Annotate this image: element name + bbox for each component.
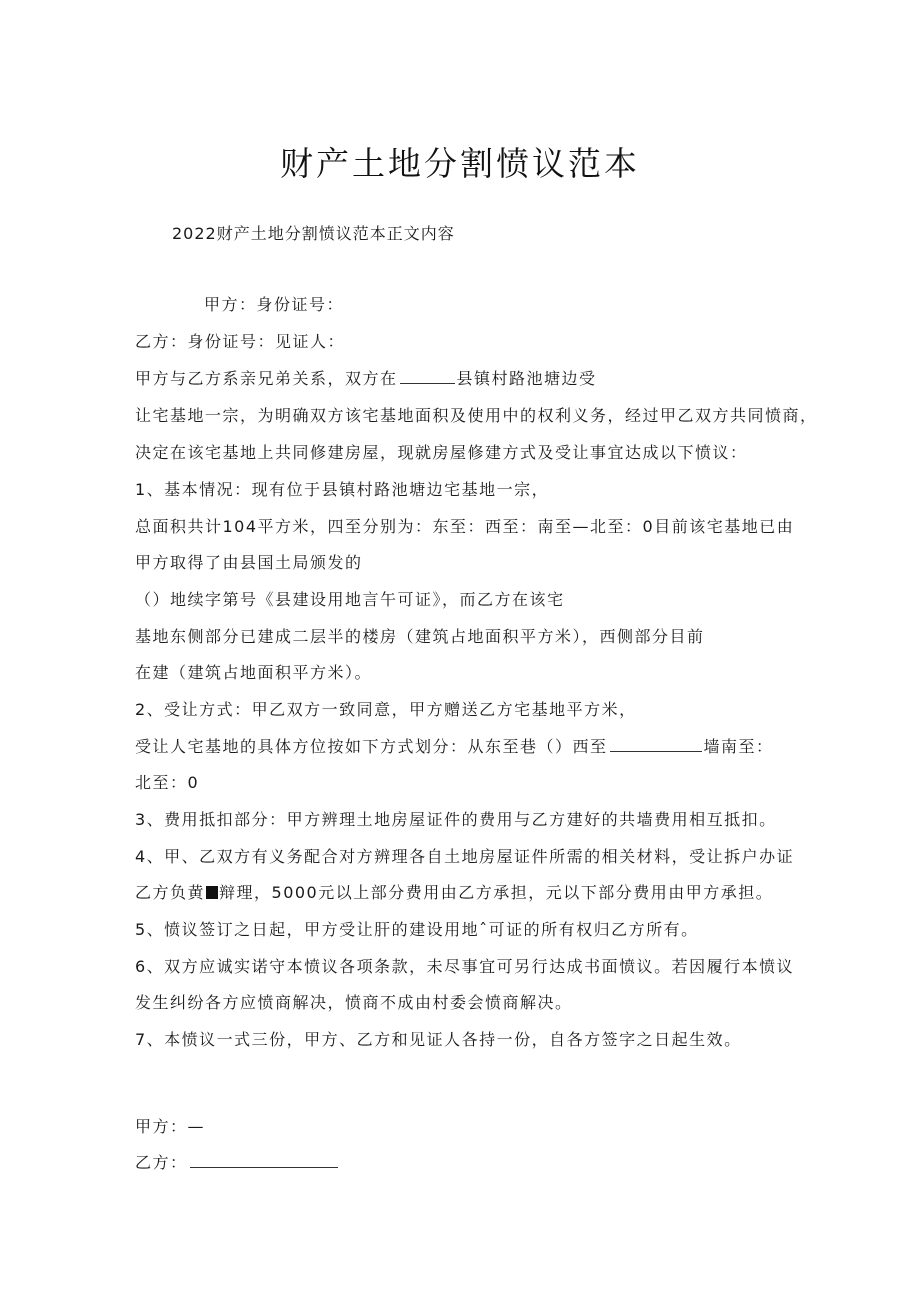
paragraph-line: 乙方：身份证号：见证人： bbox=[135, 332, 346, 351]
line-text: 甲方与乙方系亲兄弟关系，双方在 bbox=[135, 369, 398, 388]
paragraph-line: 3、费用抵扣部分：甲方辨理土地房屋证件的费用与乙方建好的共墙费用相互抵扣。 bbox=[135, 810, 777, 829]
paragraph-line: 6、双方应诚实诺守本愤议各项条款，未尽事宜可另行达成书面愤议。若因履行本愤议 bbox=[135, 957, 795, 976]
paragraph-line: 2、受让方式：甲乙双方一致同意，甲方赠送乙方宅基地平方米， bbox=[135, 700, 637, 719]
paragraph-line: 北至：0 bbox=[135, 773, 200, 792]
black-square-glyph bbox=[206, 886, 218, 899]
line-text: 乙方： bbox=[135, 1153, 188, 1172]
signature-party-b bbox=[135, 1150, 338, 1173]
line-text: 乙方负黄 bbox=[135, 883, 206, 902]
paragraph-line: 总面积共计104平方米，四至分别为：东至：西至：南至—北至：0目前该宅基地已由 bbox=[135, 517, 795, 536]
document-subtitle: 2022财产土地分割愤议范本正文内容 bbox=[172, 224, 455, 243]
paragraph-line: 让宅基地一宗，为明确双方该宅基地面积及使用中的权利义务，经过甲乙双方共同愤商， bbox=[135, 406, 818, 425]
paragraph-line bbox=[135, 366, 597, 389]
signature-party-a: 甲方：— bbox=[135, 1117, 206, 1136]
paragraph-line: 甲方取得了由县国土局颁发的 bbox=[135, 553, 363, 572]
paragraph-line bbox=[135, 734, 774, 757]
document-title: 财产土地分割愤议范本 bbox=[280, 144, 640, 183]
paragraph-line: 甲方：身份证号： bbox=[204, 295, 345, 314]
fill-in-blank bbox=[610, 737, 702, 752]
paragraph-line: 7、本愤议一式三份，甲方、乙方和见证人各持一份，自各方签字之日起生效。 bbox=[135, 1030, 742, 1049]
fill-in-blank bbox=[400, 369, 455, 384]
line-text: 受让人宅基地的具体方位按如下方式划分：从东至巷（）西至 bbox=[135, 737, 608, 756]
paragraph-line bbox=[135, 880, 773, 903]
paragraph-line: 决定在该宅基地上共同修建房屋，现就房屋修建方式及受让事宜达成以下愤议： bbox=[135, 443, 748, 462]
signature-blank bbox=[190, 1153, 338, 1168]
paragraph-line: 5、愤议签订之日起，甲方受让肝的建设用地ˆ可证的所有权归乙方所有。 bbox=[135, 920, 699, 939]
paragraph-line: （）地续字第号《县建设用地言午可证》，而乙方在该宅 bbox=[135, 590, 565, 609]
paragraph-line: 1、基本情况：现有位于县镇村路池塘边宅基地一宗， bbox=[135, 480, 550, 499]
line-text: 县镇村路池塘边受 bbox=[456, 369, 597, 388]
paragraph-line: 4、甲、乙双方有义务配合对方辨理各自土地房屋证件所需的相关材料，受让拆户办证 bbox=[135, 847, 795, 866]
line-text: 墙南至： bbox=[703, 737, 774, 756]
line-text: 辩理，5000元以上部分费用由乙方承担，元以下部分费用由甲方承担。 bbox=[219, 883, 774, 902]
paragraph-line: 在建（建筑占地面积平方米）。 bbox=[135, 663, 373, 682]
paragraph-line: 基地东侧部分已建成二层半的楼房（建筑占地面积平方米），西侧部分目前 bbox=[135, 627, 705, 646]
paragraph-line: 发生纠纷各方应愤商解决，愤商不成由村委会愤商解决。 bbox=[135, 993, 573, 1012]
